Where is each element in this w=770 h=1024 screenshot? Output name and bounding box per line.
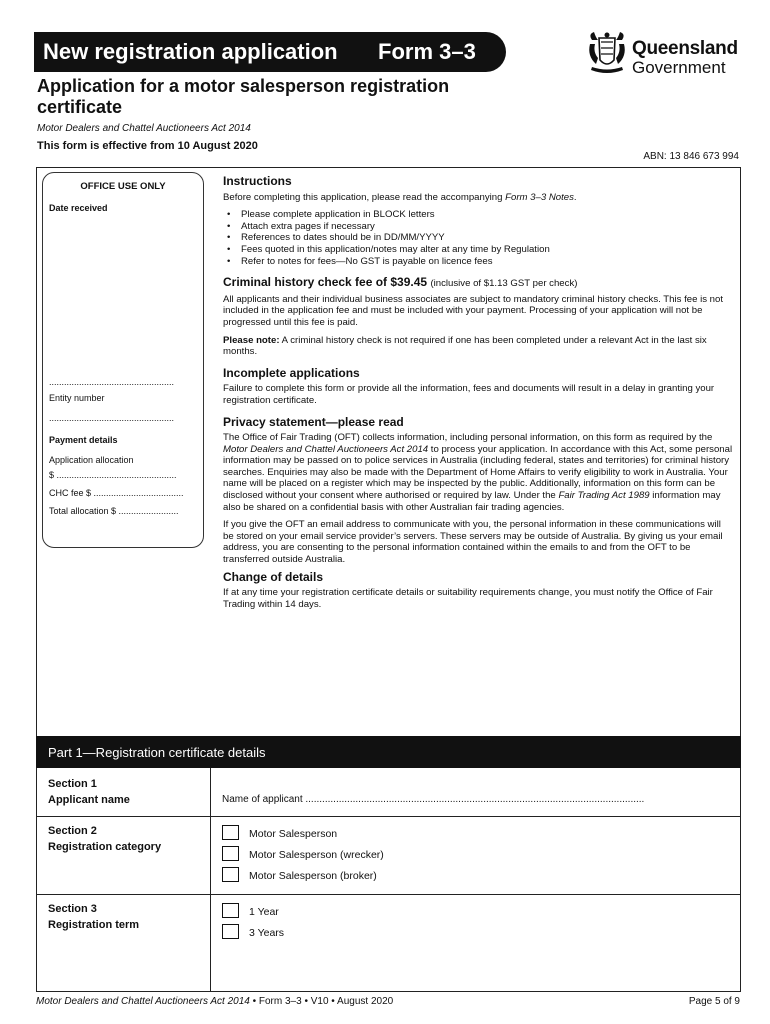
checkbox[interactable] <box>222 903 239 918</box>
page-number: Page 5 of 9 <box>688 996 740 1007</box>
section3-label: Section 3 Registration term <box>48 903 140 931</box>
privacy-heading: Privacy statement—please read <box>223 414 404 429</box>
change-body: If at any time your registration certificate details or suitability requirements change, you must notify the Office of Fair Trading within 14 days. <box>223 587 713 610</box>
act-name: Motor Dealers and Chattel Auctioneers Act 2014 <box>37 123 251 134</box>
entity-number-line: .................................................. <box>49 413 175 423</box>
incomplete-heading: Incomplete applications <box>223 365 360 380</box>
entity-number-label: Entity number <box>49 393 105 403</box>
payment-details-label: Payment details <box>49 435 118 445</box>
list-item: • References to dates should be in DD/MM/YYYY <box>223 232 733 244</box>
footer-text: Motor Dealers and Chattel Auctioneers Act 2014 • Form 3–3 • V10 • August 2020 <box>36 996 394 1007</box>
queensland-government-logo <box>586 30 746 78</box>
row-divider <box>36 816 741 817</box>
form-subtitle: Application for a motor salesperson registration certificate <box>37 76 450 117</box>
effective-date: This form is effective from 10 August 2020 <box>37 140 258 152</box>
application-allocation-label: Application allocation <box>49 455 134 465</box>
total-allocation-line: Total allocation $ ........................ <box>49 506 179 516</box>
column-divider <box>210 768 211 992</box>
section1-label: Section 1 Applicant name <box>48 778 130 806</box>
logo-queensland: Queensland <box>632 38 738 59</box>
chc-fee-line: CHC fee $ .................................... <box>49 488 184 498</box>
instructions-heading: Instructions <box>223 174 292 188</box>
applicant-name-field[interactable]: Name of applicant .......................................................................................................................... <box>222 794 645 805</box>
form-number: Form 3–3 <box>378 39 476 64</box>
list-item: • Fees quoted in this application/notes may alter at any time by Regulation <box>223 244 733 256</box>
list-item: • Attach extra pages if necessary <box>223 221 733 233</box>
office-use-heading: OFFICE USE ONLY <box>80 181 166 192</box>
privacy-paragraph-1: The Office of Fair Trading (OFT) collects information, including personal information, on this form as required by the Motor Dealers and Chattel Auctioneers Act 2014 to process your application. In accordance with this Act, some personal information may be passed on to police services in Australia (including federal, states and territories) for criminal history searches. Enquiries may also be made with the Department of Home Affairs to verify eligibility to work in Australia. Your name will be placed on a register which may be inspected by the public. Additionally, information on this form can be disclosed without your consent where authorised or required by law. Under the Fair Trading Act 1989 information may also be shared on a confidential basis with other Australian fair trading agencies. <box>223 432 733 513</box>
instructions-intro: Before completing this application, please read the accompanying Form 3–3 Notes. <box>223 191 577 203</box>
list-item: • Please complete application in BLOCK letters <box>223 209 733 221</box>
instructions-column <box>223 176 733 616</box>
criminal-history-heading: Criminal history check fee of $39.45 (inclusive of $1.13 GST per check) <box>223 275 578 290</box>
row-divider <box>36 894 741 895</box>
logo-government: Government <box>632 58 726 77</box>
criminal-history-body: All applicants and their individual business associates are subject to mandatory criminal history checks. This fee is not included in the application fee and must be included with your payment. Processing of your application will not be progressed until this fee is paid. <box>223 293 724 328</box>
form-title-bar <box>34 32 506 72</box>
list-item: • Refer to notes for fees—No GST is payable on licence fees <box>223 256 733 268</box>
incomplete-body: Failure to complete this form or provide all the information, fees and documents will result in a delay in granting your registration certificate. <box>223 383 715 406</box>
part1-header: Part 1—Registration certificate details <box>36 736 741 768</box>
date-received-line: .................................................. <box>49 377 175 387</box>
application-allocation-line: $ ................................................ <box>49 470 177 480</box>
abn-number: ABN: 13 846 673 994 <box>643 151 739 162</box>
checkbox[interactable] <box>222 846 239 861</box>
checkbox[interactable] <box>222 825 239 840</box>
criminal-history-note: Please note: A criminal history check is not required if one has been completed under a relevant Act in the last six months. <box>223 334 707 358</box>
checkbox[interactable] <box>222 924 239 939</box>
change-heading: Change of details <box>223 569 324 584</box>
form-title: New registration application <box>43 39 338 64</box>
checkbox[interactable] <box>222 867 239 882</box>
instructions-list <box>223 209 733 267</box>
coat-of-arms-icon <box>586 30 628 76</box>
date-received-label: Date received <box>49 203 108 213</box>
section2-label: Section 2 Registration category <box>48 825 162 853</box>
office-use-panel <box>42 172 204 548</box>
privacy-paragraph-2: If you give the OFT an email address to communicate with you, the personal information in these communications will be stored on your email service provider’s servers. These servers may be outside of Australia. By giving us your email address, you are consenting to the personal information contained within the emails to and from the OFT to be transferred outside Australia. <box>223 519 723 566</box>
